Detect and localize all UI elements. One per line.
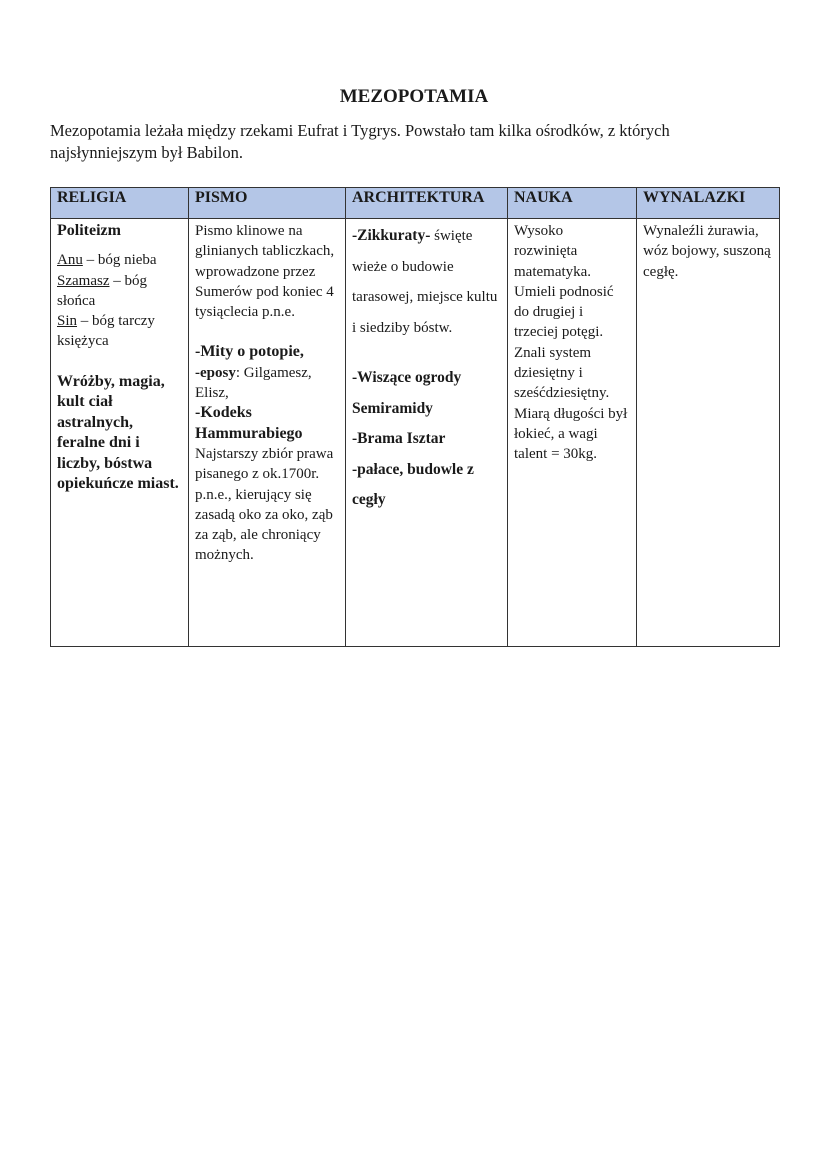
cell-nauka — [508, 219, 637, 647]
code-title: -Kodeks Hammurabiego — [195, 404, 303, 442]
page-title: MEZOPOTAMIA — [339, 86, 489, 107]
code-desc: Najstarszy zbiór prawa pisanego z ok.1700r. p.n.e., kierujący się zasadą oko za oko, ząb za ząb, ale chroniący możnych. — [195, 445, 334, 564]
god-name: Sin — [57, 313, 78, 330]
religia-heading: Politeizm — [57, 222, 121, 239]
epics-label: -eposy — [195, 364, 236, 381]
intro-paragraph: Mezopotamia leżała między rzekami Eufrat i Tygrys. Powstało tam kilka ośrodków, z których najsłynniejszym był Babilon. — [50, 121, 670, 162]
god-name: Anu — [57, 252, 83, 269]
cell-wynalazki — [637, 219, 780, 647]
wynalazki-text: Wynaleźli żurawia, wóz bojowy, suszoną cegłę. — [643, 223, 771, 280]
header-pismo: PISMO — [189, 188, 346, 219]
god-entry — [57, 271, 182, 312]
palaces-entry: -pałace, budowle z cegły — [352, 460, 474, 508]
header-architektura: ARCHITEKTURA — [346, 188, 508, 219]
god-desc: – bóg tarczy księżyca — [57, 313, 155, 350]
header-wynalazki: WYNALAZKI — [637, 188, 780, 219]
cell-pismo — [189, 219, 346, 647]
epics-text: : Gilgamesz, Elisz, — [195, 364, 312, 402]
pismo-myths: -Mity o potopie, — [195, 343, 304, 361]
table-header-row — [51, 188, 780, 219]
cell-religia — [51, 219, 189, 647]
god-desc: – bóg nieba — [82, 252, 157, 269]
god-entry — [57, 250, 182, 270]
god-desc: – bóg słońca — [57, 272, 147, 309]
table-row — [51, 219, 780, 647]
god-entry — [57, 311, 182, 352]
header-religia: RELIGIA — [51, 188, 189, 219]
gate-entry: -Brama Isztar — [352, 430, 446, 447]
religia-beliefs: Wróżby, magia, kult ciał astralnych, feralne dni i liczby, bóstwa opiekuńcze miast. — [57, 372, 179, 493]
civilization-table — [50, 187, 780, 647]
pismo-epics — [195, 363, 339, 404]
god-name: Szamasz — [57, 272, 110, 289]
cell-architektura — [346, 219, 508, 647]
pismo-intro: Pismo klinowe na glinianych tabliczkach, wprowadzone przez Sumerów pod koniec 4 tysiąclecia p.n.e. — [195, 223, 335, 321]
header-nauka: NAUKA — [508, 188, 637, 219]
gardens-entry: -Wiszące ogrody Semiramidy — [352, 369, 462, 417]
nauka-text: Wysoko rozwinięta matematyka. Umieli podnosić do drugiej i trzeciej potęgi. Znali system dziesiętny i sześćdziesiętny. Miarą długości był łokieć, a wagi talent = 30kg. — [514, 223, 628, 463]
ziggurat-entry — [352, 221, 501, 343]
ziggurat-desc: święte wieże o budowie tarasowej, miejsce kultu i siedziby bóstw. — [352, 228, 498, 336]
ziggurat-label: -Zikkuraty- — [352, 227, 431, 244]
